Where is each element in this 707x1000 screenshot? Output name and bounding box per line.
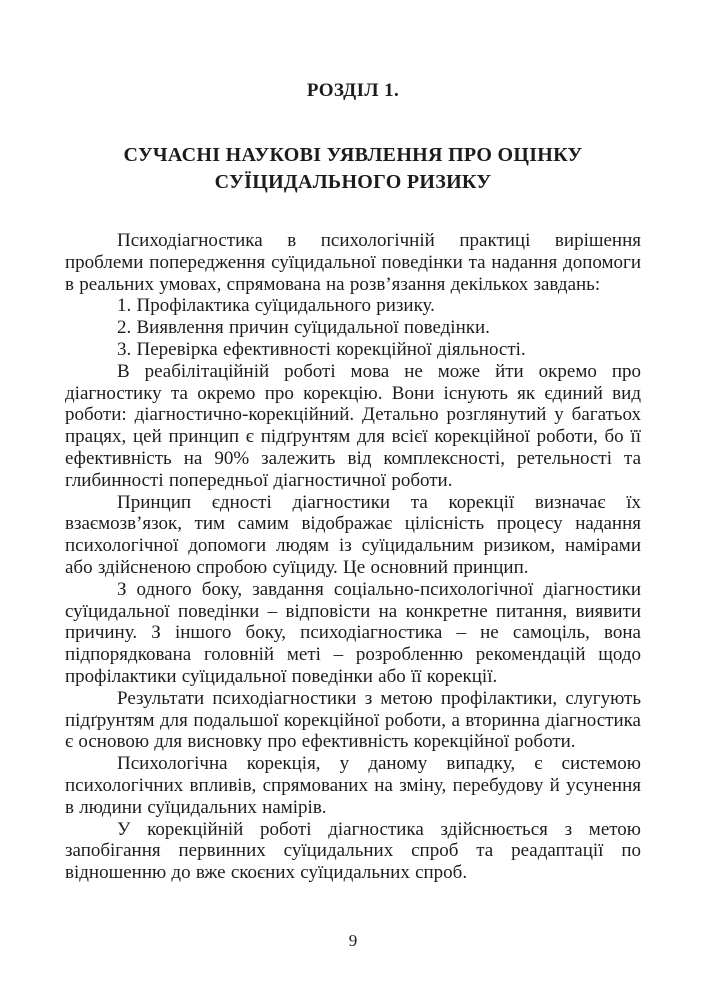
list-item: 3. Перевірка ефективності корекційної діяльності.: [117, 338, 526, 360]
paragraph: З одного боку, завдання соціально-психологічної діагностики суїцидальної поведінки – відповісти на конкретне питання, виявити причину. З іншого боку, психодіагностика – не самоціль, вона підпорядкована головній меті – розробленню рекомендацій щодо профілактики суїцидальної поведінки або її корекції.: [65, 578, 641, 687]
list-item: 2. Виявлення причин суїцидальної поведінки.: [117, 317, 490, 339]
body-text: [65, 230, 641, 884]
paragraph: Результати психодіагностики з метою профілактики, слугують підґрунтям для подальшої корекційної роботи, а вторинна діагностика є основою для висновку про ефективність корекційної роботи.: [65, 687, 641, 753]
section-title: СУЧАСНІ НАУКОВІ УЯВЛЕННЯ ПРО ОЦІНКУ СУЇЦИДАЛЬНОГО РИЗИКУ: [123, 144, 583, 193]
paragraph: У корекційній роботі діагностика здійснюється з метою запобігання первинних суїцидальних спроб та реадаптації по відношенню до вже скоєних суїцидальних спроб.: [65, 818, 641, 884]
paragraph: Психологічна корекція, у даному випадку, є системою психологічних впливів, спрямованих на зміну, перебудову й усунення в людини суїцидальних намірів.: [65, 753, 641, 818]
list-item: 1. Профілактика суїцидального ризику.: [117, 295, 435, 317]
page-number: 9: [348, 931, 358, 950]
chapter-heading: РОЗДІЛ 1.: [306, 80, 400, 101]
paragraph: Принцип єдності діагностики та корекції визначає їх взаємозв’язок, тим самим відображає цілісність процесу надання психологічної допомоги людям із суїцидальним ризиком, намірами або здійсненою спробою суїциду. Це основний принцип.: [65, 491, 641, 578]
paragraph: Психодіагностика в психологічній практиці вирішення проблеми попередження суїцидальної поведінки та надання допомоги в реальних умовах, спрямована на розв’язання декількох завдань:: [65, 230, 641, 295]
paragraph: В реабілітаційній роботі мова не може йти окремо про діагностику та окремо про корекцію. Вони існують як єдиний вид роботи: діагностично-корекційний. Детально розглянутий у багатьох працях, цей принцип є підґрунтям для всієї корекційної роботи, бо її ефективність на 90% залежить від комплексності, ретельності та глибинності попередньої діагностичної роботи.: [65, 360, 641, 491]
